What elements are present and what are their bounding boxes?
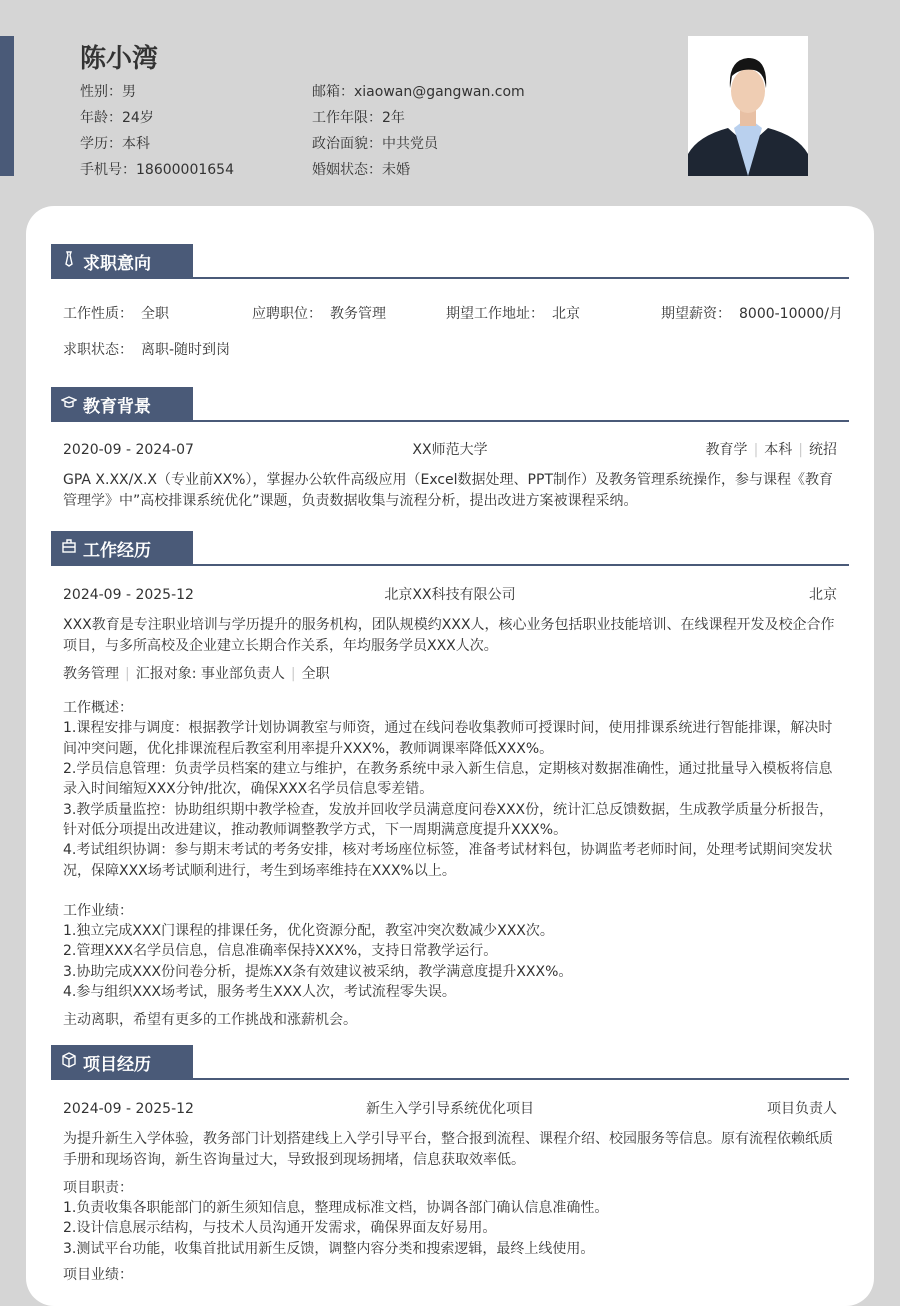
candidate-name: 陈小湾: [80, 44, 159, 74]
company-desc: XXX教育是专注职业培训与学历提升的服务机构，团队规模约XXX人，核心业务包括职业技能培训、在线课程开发及校企合作项目，与多所高校及企业建立长期合作关系，年均服务学员XXX人次。: [63, 617, 835, 654]
achievement-item: 3.协助完成XXX份问卷分析，提炼XX条有效建议被采纳，教学满意度提升XXX%。: [63, 963, 573, 980]
email: 邮箱：xiaowan@gangwan.com: [312, 84, 525, 100]
location: 期望工作地址： 北京: [446, 306, 580, 322]
project-role: 项目负责人: [767, 1101, 837, 1117]
education-entry: [63, 440, 837, 511]
education-date: 2020-09 - 2024-07: [63, 442, 194, 458]
section-title: 求职意向: [83, 253, 151, 274]
work-city: 北京: [809, 587, 837, 603]
phone: 手机号：18600001654: [80, 162, 234, 178]
leave-reason: 主动离职，希望有更多的工作挑战和涨薪机会。: [63, 1012, 357, 1029]
school-name: XX师范大学: [412, 442, 488, 458]
project-desc: 为提升新生入学体验，教务部门计划搭建线上入学引导平台，整合报到流程、课程介绍、校园服务等信息。原有流程依赖纸质手册和现场咨询，新生咨询量过大，导致报到现场拥堵，信息获取效率低。: [63, 1131, 833, 1168]
project-row: [63, 1099, 837, 1119]
salary: 期望薪资： 8000-10000/月: [661, 306, 843, 322]
overview-item: 2.学员信息管理：负责学员档案的建立与维护，在教务系统中录入新生信息，定期核对数据准确性，通过批量导入模板将信息录入时间缩短XXX分钟/批次，确保XXX名学员信息零差错。: [63, 761, 833, 798]
project-date: 2024-09 - 2025-12: [63, 1101, 194, 1117]
overview-title: 工作概述：: [63, 700, 133, 717]
overview-item: 3.教学质量监控：协助组织期中教学检查，发放并回收学员满意度问卷XXX份，统计汇总反馈数据，生成教学质量分析报告，针对低分项提出改进建议，推动教师调整教学方式，下一周期满意度提升XXX%。: [63, 801, 834, 838]
duty-item: 3.测试平台功能，收集首批试用新生反馈，调整内容分类和搜索逻辑，最终上线使用。: [63, 1240, 595, 1257]
political-status: 政治面貌：中共党员: [312, 136, 438, 152]
work-years: 工作年限：2年: [312, 110, 405, 126]
work-date: 2024-09 - 2025-12: [63, 587, 194, 603]
briefcase-icon: [61, 538, 77, 559]
section-header-intent: [51, 244, 849, 279]
gender: 性别：男: [80, 84, 136, 100]
duty-item: 1.负责收集各职能部门的新生须知信息，整理成标准文档，协调各部门确认信息准确性。: [63, 1200, 609, 1217]
section-title: 教育背景: [83, 396, 151, 417]
position: 应聘职位： 教务管理: [252, 306, 386, 322]
project-entry: [63, 1099, 837, 1285]
education-desc: GPA X.XX/X.X（专业前XX%），掌握办公软件高级应用（Excel数据处理、PPT制作）及教务管理系统操作，参与课程《教育管理学》中”高校排课系统优化”课题，负责数据收集与流程分析，提出改进方案被课程采纳。: [63, 472, 833, 509]
job-type: 工作性质： 全职: [63, 306, 169, 322]
section-header-education: [51, 387, 849, 422]
accent-bar: [0, 36, 14, 176]
overview-item: 4.考试组织协调：参与期末考试的考务安排，核对考场座位标签，准备考试材料包，协调监考老师时间，处理考试期间突发状况，保障XXX场考试顺利进行，考生到场率维持在XXX%以上。: [63, 842, 833, 879]
section-header-project: [51, 1045, 849, 1080]
achievement-item: 1.独立完成XXX门课程的排课任务，优化资源分配，教室冲突次数减少XXX次。: [63, 923, 554, 940]
duty-item: 2.设计信息展示结构，与技术人员沟通开发需求，确保界面友好易用。: [63, 1220, 497, 1237]
basic-info-right: [312, 79, 525, 183]
cube-icon: [61, 1052, 77, 1073]
section-title: 工作经历: [83, 540, 151, 561]
job-status: 求职状态： 离职-随时到岗: [63, 342, 231, 358]
work-entry: [63, 585, 837, 1031]
tie-icon: [61, 251, 77, 272]
basic-info-left: [80, 79, 234, 183]
project-achievement-title: 项目业绩：: [63, 1267, 133, 1284]
achievement-title: 工作业绩：: [63, 902, 133, 919]
age: 年龄：24岁: [80, 110, 154, 126]
graduation-cap-icon: [61, 394, 77, 415]
work-tags: 教务管理 | 汇报对象: 事业部负责人 | 全职: [63, 665, 330, 682]
marital-status: 婚姻状态：未婚: [312, 162, 410, 178]
achievement-item: 4.参与组织XXX场考试，服务考生XXX人次，考试流程零失误。: [63, 984, 456, 1001]
education-level: 学历：本科: [80, 136, 150, 152]
work-row: [63, 585, 837, 605]
section-title: 项目经历: [83, 1054, 151, 1075]
education-row: [63, 440, 837, 460]
avatar-photo: [688, 36, 808, 176]
education-tags: 教育学 | 本科 | 统招: [705, 442, 837, 458]
project-name: 新生入学引导系统优化项目: [366, 1101, 534, 1117]
overview-item: 1.课程安排与调度：根据教学计划协调教室与师资，通过在线问卷收集教师可授课时间，使用排课系统进行智能排课，解决时间冲突问题，优化排课流程后教室利用率提升XXX%，教师调课率降低XXX%。: [63, 720, 833, 757]
company-name: 北京XX科技有限公司: [384, 587, 516, 603]
section-header-work: [51, 531, 849, 566]
achievement-item: 2.管理XXX名学员信息，信息准确率保持XXX%，支持日常教学运行。: [63, 943, 498, 960]
duty-title: 项目职责：: [63, 1179, 133, 1196]
